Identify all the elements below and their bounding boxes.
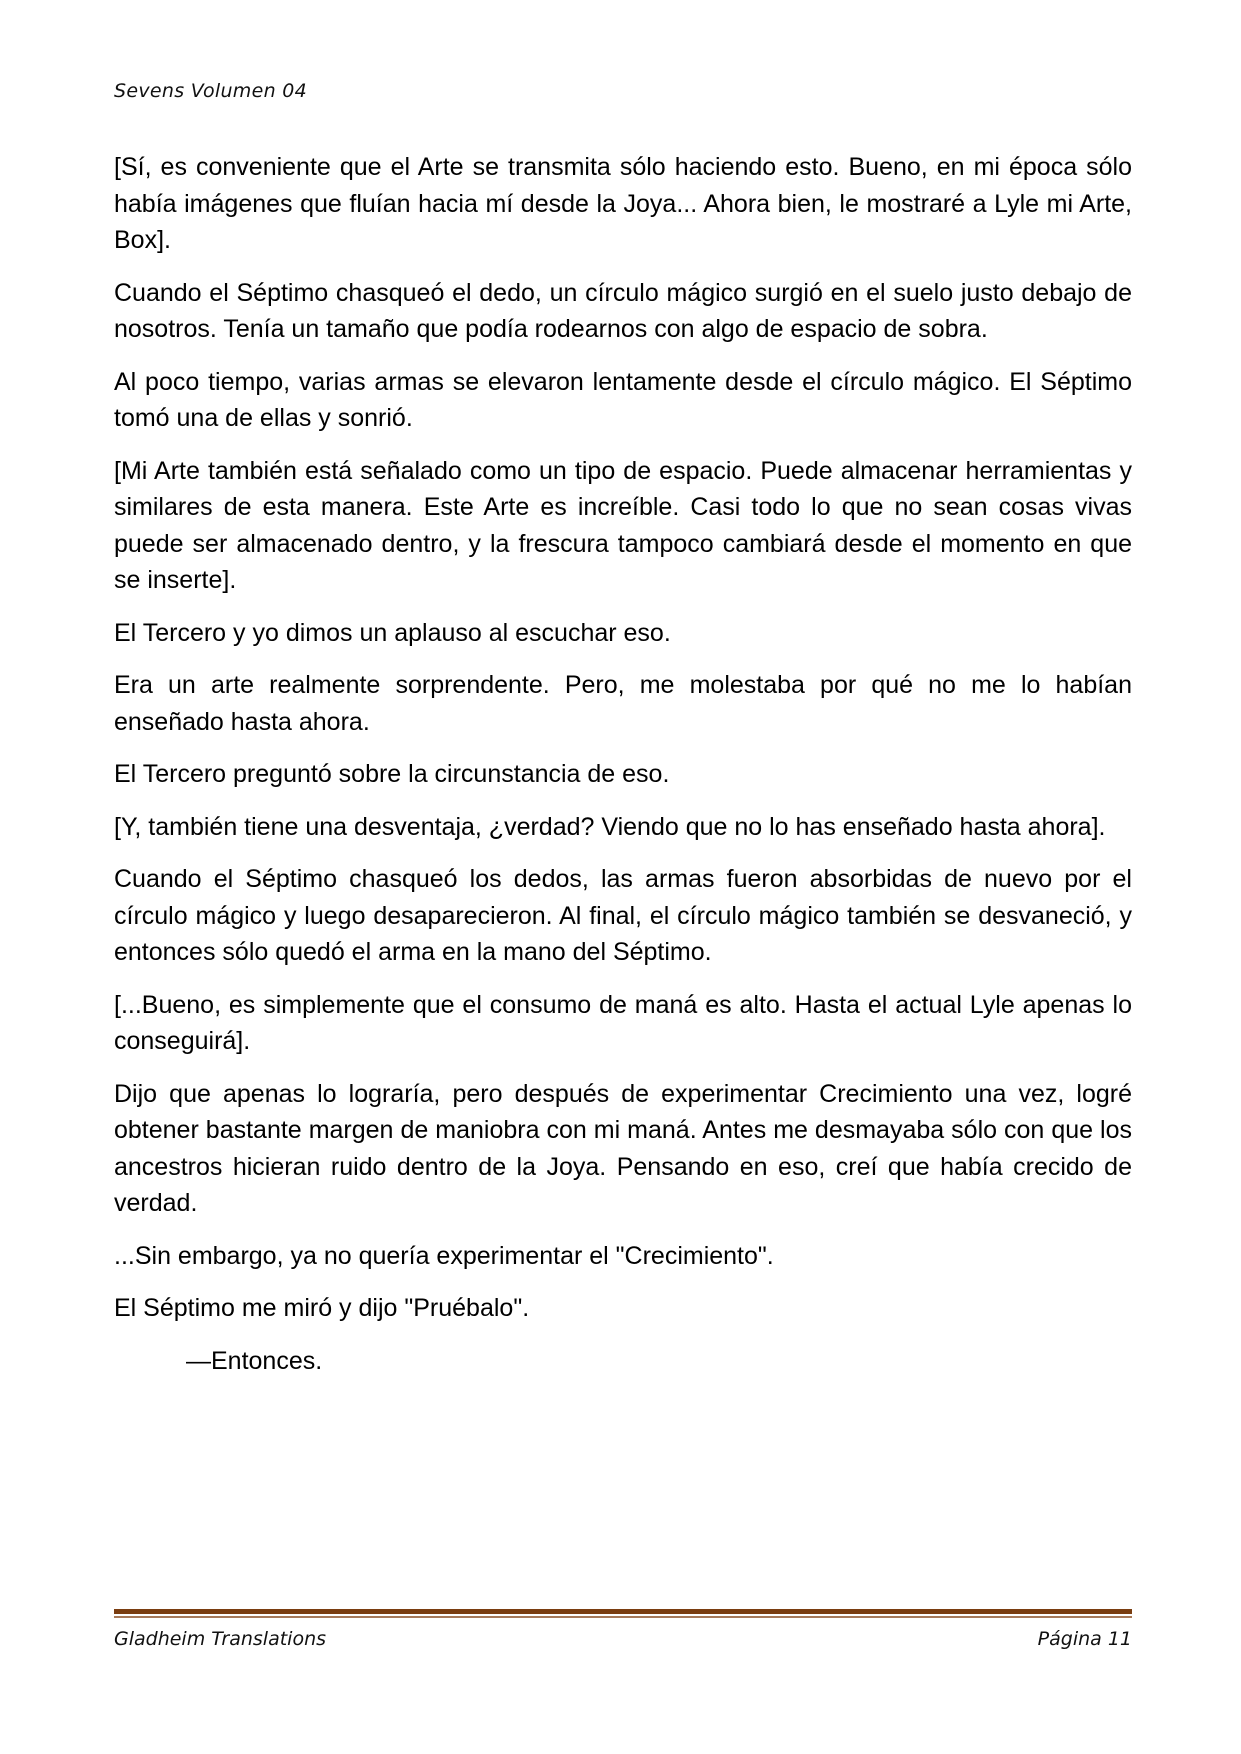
paragraph: Cuando el Séptimo chasqueó los dedos, las armas fueron absorbidas de nuevo por el círculo mágico y luego desaparecieron. Al final, el círculo mágico también se desvaneció, y entonces sólo quedó el arma en la mano del Séptimo. — [114, 865, 1132, 966]
paragraph: ...Sin embargo, ya no quería experimentar el "Crecimiento". — [114, 1241, 774, 1270]
footer-publisher: Gladheim Translations — [114, 1628, 327, 1650]
paragraph: Al poco tiempo, varias armas se elevaron lentamente desde el círculo mágico. El Séptimo tomó una de ellas y sonrió. — [114, 367, 1132, 432]
paragraph: El Tercero preguntó sobre la circunstancia de eso. — [114, 760, 670, 788]
paragraph: El Séptimo me miró y dijo "Pruébalo". — [114, 1294, 530, 1322]
running-header: Sevens Volumen 04 — [114, 80, 308, 102]
paragraph: [...Bueno, es simplemente que el consumo de maná es alto. Hasta el actual Lyle apenas lo conseguirá]. — [114, 990, 1132, 1055]
page-body — [114, 149, 1132, 1395]
paragraph: El Tercero y yo dimos un aplauso al escuchar eso. — [114, 618, 671, 647]
paragraph: [Y, también tiene una desventaja, ¿verdad? Viendo que no lo has enseñado hasta ahora]. — [114, 812, 1106, 841]
paragraph: Cuando el Séptimo chasqueó el dedo, un círculo mágico surgió en el suelo justo debajo de nosotros. Tenía un tamaño que podía rodearnos con algo de espacio de sobra. — [114, 278, 1132, 343]
paragraph: [Sí, es conveniente que el Arte se transmita sólo haciendo esto. Bueno, en mi época sólo había imágenes que fluían hacia mí desde la Joya... Ahora bien, le mostraré a Lyle mi Arte, Box]. — [114, 153, 1132, 254]
paragraph: Dijo que apenas lo lograría, pero después de experimentar Crecimiento una vez, logré obtener bastante margen de maniobra con mi maná. Antes me desmayaba sólo con que los ancestros hicieran ruido dentro de la Joya. Pensando en eso, creí que había crecido de verdad. — [114, 1079, 1132, 1217]
paragraph: [Mi Arte también está señalado como un tipo de espacio. Puede almacenar herramientas y similares de esta manera. Este Arte es increíble. Casi todo lo que no sean cosas vivas puede ser almacenado dentro, y la frescura tampoco cambiará desde el momento en que se inserte]. — [114, 456, 1132, 594]
footer-rule-thin — [114, 1616, 1132, 1618]
footer-rule — [114, 1609, 1132, 1614]
paragraph: Era un arte realmente sorprendente. Pero, me molestaba por qué no me lo habían enseñado hasta ahora. — [114, 671, 1132, 736]
paragraph-scene-break: —Entonces. — [186, 1346, 323, 1375]
footer-page-number: Página 11 — [1037, 1628, 1132, 1650]
